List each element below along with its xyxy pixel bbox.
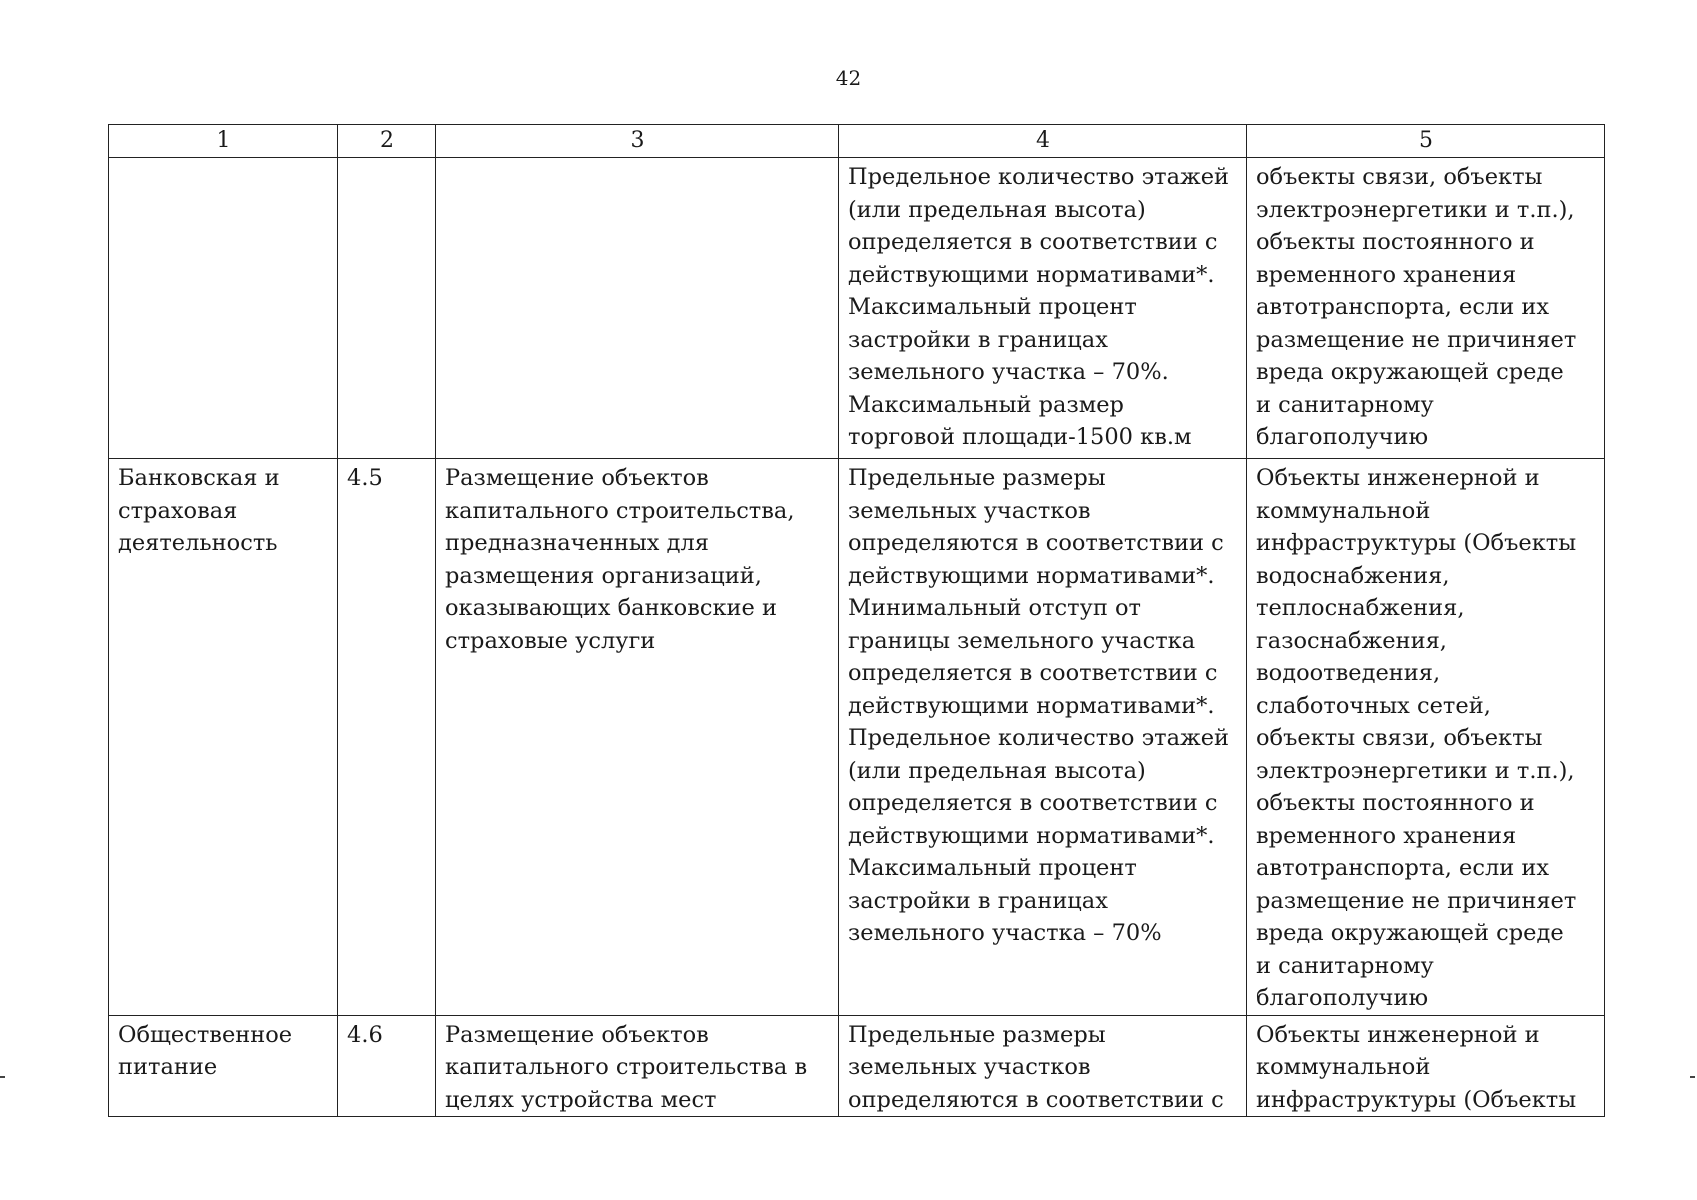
table-row (109, 459, 1605, 1016)
land-use-code-cell: 4.5 (338, 459, 436, 1016)
zoning-regulations-table (108, 124, 1605, 1117)
column-number-1: 1 (109, 125, 338, 158)
page-number: 42 (835, 66, 862, 90)
land-use-description-cell: Размещение объектов капитального строительства в целях устройства мест (436, 1015, 839, 1117)
land-use-name-cell: Общественное питание (109, 1015, 338, 1117)
table-header-row (109, 125, 1605, 158)
column-number-3: 3 (436, 125, 839, 158)
scan-edge-mark-left (0, 1076, 5, 1078)
auxiliary-uses-cell: Объекты инженерной и коммунальной инфраструктуры (Объекты водоснабжения, теплоснабжения, газоснабжения, водоотведения, слаботочных сетей, объекты связи, объекты электроэнергетики и т.п.), объекты постоянного и временного хранения автотранспорта, если их размещение не причиняет вреда окружающей среде и санитарному благополучию (1247, 459, 1605, 1016)
scan-edge-mark-right (1690, 1076, 1695, 1078)
column-number-2: 2 (338, 125, 436, 158)
land-use-description-cell: Размещение объектов капитального строительства, предназначенных для размещения организаций, оказывающих банковские и страховые услуги (436, 459, 839, 1016)
construction-limits-cell: Предельные размеры земельных участков определяются в соответствии с (839, 1015, 1247, 1117)
land-use-name-cell (109, 158, 338, 459)
table-row (109, 1015, 1605, 1117)
construction-limits-cell: Предельные размеры земельных участков определяются в соответствии с действующими нормативами*. Минимальный отступ от границы земельного участка определяется в соответствии с действующими нормативами*. Предельное количество этажей (или предельная высота) определяется в соответствии с действующими нормативами*. Максимальный процент застройки в границах земельного участка – 70% (839, 459, 1247, 1016)
land-use-code-cell (338, 158, 436, 459)
land-use-description-cell (436, 158, 839, 459)
auxiliary-uses-cell: объекты связи, объекты электроэнергетики и т.п.), объекты постоянного и временного хранения автотранспорта, если их размещение не причиняет вреда окружающей среде и санитарному благополучию (1247, 158, 1605, 459)
land-use-name-cell: Банковская и страховая деятельность (109, 459, 338, 1016)
land-use-code-cell: 4.6 (338, 1015, 436, 1117)
auxiliary-uses-cell: Объекты инженерной и коммунальной инфраструктуры (Объекты (1247, 1015, 1605, 1117)
column-number-4: 4 (839, 125, 1247, 158)
column-number-5: 5 (1247, 125, 1605, 158)
construction-limits-cell: Предельное количество этажей (или предельная высота) определяется в соответствии с действующими нормативами*. Максимальный процент застройки в границах земельного участка – 70%. Максимальный размер торговой площади-1500 кв.м (839, 158, 1247, 459)
table-row (109, 158, 1605, 459)
